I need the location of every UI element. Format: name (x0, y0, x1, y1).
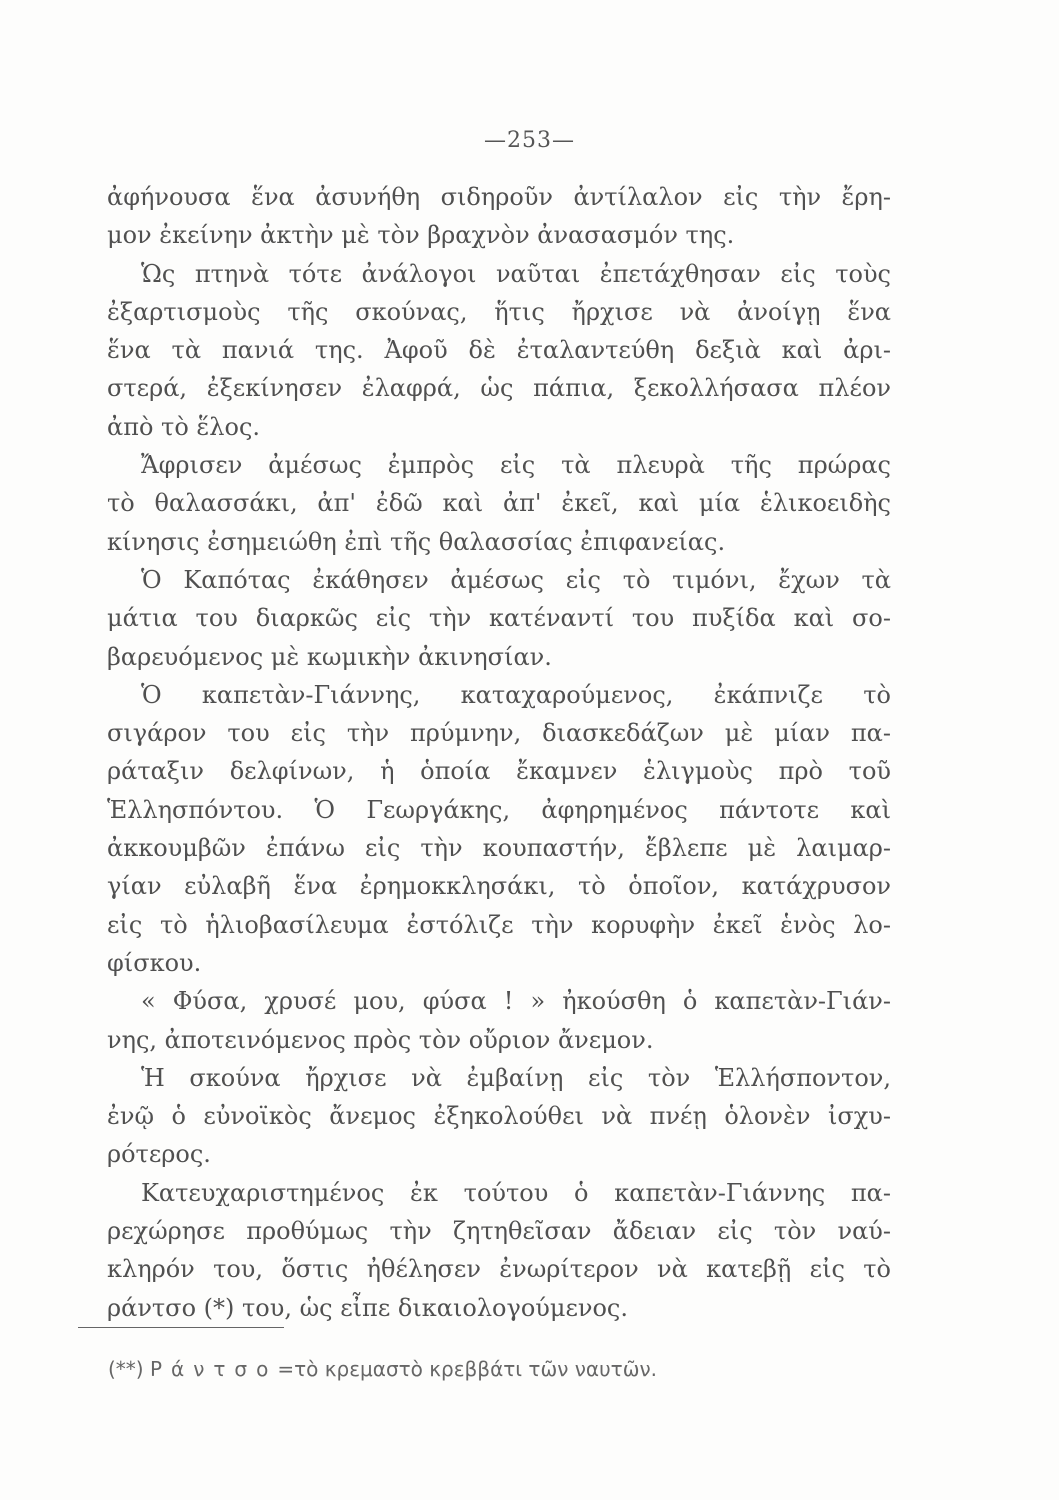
text-line: γίαν εὐλαβῆ ἕνα ἐρημοκκλησάκι, τὸ ὁποῖον, κατάχρυσον (107, 872, 891, 901)
text-line: κίνησις ἐσημειώθη ἐπὶ τῆς θαλασσίας ἐπιφανείας. (107, 527, 726, 556)
text-line: ρεχώρησε προθύμως τὴν ζητηθεῖσαν ἄδειαν εἰς τὸν ναύ- (107, 1217, 891, 1246)
footnote (108, 1357, 657, 1381)
text-line: ἐνῷ ὁ εὐνοϊκὸς ἄνεμος ἐξηκολούθει νὰ πνέῃ ὁλονὲν ἰσχυ- (107, 1102, 891, 1131)
text-line: βαρευόμενος μὲ κωμικὴν ἀκινησίαν. (107, 642, 552, 671)
text-line: Ὡς πτηνὰ τότε ἀνάλογοι ναῦται ἐπετάχθησαν εἰς τοὺς (141, 259, 891, 288)
text-line: νης, ἀποτεινόμενος πρὸς τὸν οὔριον ἄνεμον. (107, 1025, 654, 1054)
footnote-divider (78, 1327, 284, 1328)
text-line: εἰς τὸ ἡλιοβασίλευμα ἐστόλιζε τὴν κορυφὴν ἐκεῖ ἑνὸς λο- (107, 910, 891, 939)
text-line: στερά, ἐξεκίνησεν ἐλαφρά, ὡς πάπια, ξεκολλήσασα πλέον (107, 374, 891, 403)
footnote-marker: (**) (108, 1357, 144, 1381)
text-line: Ὁ καπετὰν-Γιάννης, καταχαρούμενος, ἐκάπνιζε τὸ (141, 680, 891, 709)
text-line: Ἑλλησπόντου. Ὁ Γεωργάκης, ἀφηρημένος πάντοτε καὶ (107, 795, 891, 824)
page-number: —253— (484, 128, 575, 153)
text-line: τὸ θαλασσάκι, ἀπ' ἐδῶ καὶ ἀπ' ἐκεῖ, καὶ μία ἑλικοειδὴς (107, 489, 891, 518)
text-line: μον ἐκείνην ἀκτὴν μὲ τὸν βραχνὸν ἀνασασμόν της. (107, 221, 735, 250)
text-line: Ἡ σκούνα ἤρχισε νὰ ἐμβαίνῃ εἰς τὸν Ἑλλήσποντον, (141, 1063, 891, 1092)
footnote-definition: =τὸ κρεμαστὸ κρεββάτι τῶν ναυτῶν. (277, 1357, 657, 1381)
body-text (107, 178, 891, 1327)
text-line: Ὁ Καπότας ἐκάθησεν ἀμέσως εἰς τὸ τιμόνι, ἔχων τὰ (141, 565, 891, 594)
text-line: « Φύσα, χρυσέ μου, φύσα ! » ἠκούσθη ὁ καπετὰν-Γιάν- (141, 987, 891, 1016)
text-line: ἐξαρτισμοὺς τῆς σκούνας, ἥτις ἤρχισε νὰ ἀνοίγῃ ἕνα (107, 297, 891, 326)
text-line: ράντσο (*) του, ὡς εἶπε δικαιολογούμενος. (107, 1293, 629, 1322)
text-line: μάτια του διαρκῶς εἰς τὴν κατέναντί του πυξίδα καὶ σο- (107, 604, 891, 633)
text-line: σιγάρον του εἰς τὴν πρύμνην, διασκεδάζων μὲ μίαν πα- (107, 719, 891, 748)
text-line: ἀφήνουσα ἕνα ἀσυνήθη σιδηροῦν ἀντίλαλον εἰς τὴν ἔρη- (107, 183, 891, 211)
text-line: ἀπὸ τὸ ἕλος. (107, 412, 261, 441)
text-line: φίσκου. (107, 948, 202, 977)
text-line: ρότερος. (107, 1140, 211, 1169)
text-line: ἀκκουμβῶν ἐπάνω εἰς τὴν κουπαστήν, ἔβλεπε μὲ λαιμαρ- (107, 834, 891, 863)
footnote-term: Ράντσο (149, 1357, 278, 1381)
text-line: ράταξιν δελφίνων, ἡ ὁποία ἔκαμνεν ἑλιγμοὺς πρὸ τοῦ (107, 757, 891, 786)
text-line: κληρόν του, ὅστις ἠθέλησεν ἐνωρίτερον νὰ κατεβῇ εἰς τὸ (107, 1255, 891, 1284)
text-line: Ἄφρισεν ἀμέσως ἐμπρὸς εἰς τὰ πλευρὰ τῆς πρώρας (141, 451, 891, 480)
text-line: Κατευχαριστημένος ἐκ τούτου ὁ καπετὰν-Γιάννης πα- (141, 1178, 891, 1207)
text-line: ἕνα τὰ πανιά της. Ἀφοῦ δὲ ἐταλαντεύθη δεξιὰ καὶ ἀρι- (107, 336, 891, 365)
